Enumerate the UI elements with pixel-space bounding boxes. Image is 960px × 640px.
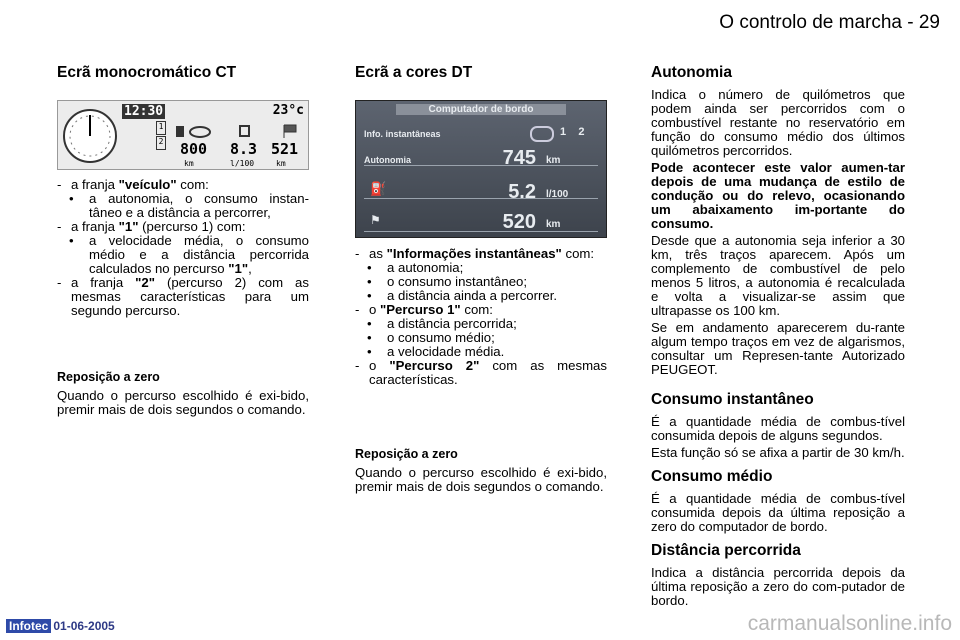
medio-p1: É a quantidade média de combus-tível consumida depois da última reposição a zero do computador de bordo. [651, 491, 905, 534]
list-item: • o consumo médio; [367, 330, 495, 345]
mono-reset-text: Quando o percurso escolhido é exi-bido, premir mais de dois segundos o comando. [57, 388, 309, 417]
autonomia-p3: Desde que a autonomia seja inferior a 30 km, três traços aparecem. Após um complemento de combustível de pelo menos 5 litros, a autonomia é recalculada e volta a visualizar-se assim que ultrapasse os 100 km. [651, 233, 905, 318]
mono-time: 12:30 [124, 104, 164, 119]
list-item: • a autonomia; [367, 260, 464, 275]
list-item: • a velocidade média, o consumo médio e a distância percorrida calculados no percurso "1", [69, 233, 309, 276]
mono-unit-3: km [276, 159, 286, 168]
mono-display-image [57, 100, 309, 170]
dt-unit-2: l/100 [546, 189, 569, 200]
mono-reset-heading: Reposição a zero [57, 370, 160, 384]
dist-p1: Indica a distância percorrida depois da última reposição a zero do com-putador de bordo. [651, 565, 905, 608]
list-item: - a franja "1" (percurso 1) com: [57, 219, 246, 234]
list-item: - o "Percurso 1" com: [355, 302, 493, 317]
list-item: • a velocidade média. [367, 344, 505, 359]
footer [6, 619, 115, 633]
mono-value-3: 521 [271, 140, 299, 158]
divider [364, 231, 598, 232]
dt-reset-text: Quando o percurso escolhido é exi-bido, premir mais de dois segundos o comando. [355, 465, 607, 494]
footer-date: 01-06-2005 [53, 619, 115, 633]
autonomia-p2: Pode acontecer este valor aumen-tar depois de uma mudança de estilo de condução ou do relevo, ocasionando um abaixamento im-portante do consumo. [651, 160, 905, 231]
infotec-logo: Infotec [6, 619, 51, 633]
fuel-pump-icon: ⛽ [370, 181, 387, 196]
vehicle-icons [174, 123, 304, 139]
dt-list [355, 247, 607, 387]
inst-p2: Esta função só se afixa a partir de 30 km/h. [651, 445, 905, 460]
dt-unit-1: km [546, 155, 561, 166]
list-item: - o "Percurso 2" com as mesmas características. [355, 358, 607, 387]
mono-tab-1: 1 [156, 121, 166, 135]
mono-reset [57, 370, 309, 417]
dt-heading: Ecrã a cores DT [355, 64, 473, 81]
dt-reset [355, 447, 607, 494]
mono-tabs [156, 121, 166, 151]
mono-value-1: 800 [180, 140, 208, 158]
autonomia-p1: Indica o número de quilómetros que podem ainda ser percorridos com o combustível restante no reservatório em função do consumo médio dos últimos quilómetros percorridos. [651, 87, 905, 158]
mono-heading: Ecrã monocromático CT [57, 64, 237, 81]
list-item: - as "Informações instantâneas" com: [355, 246, 595, 261]
dt-info-tabs: 1 2 [560, 126, 585, 138]
dt-unit-3: km [546, 219, 561, 230]
list-item: • a autonomia, o consumo instan-tâneo e a distância a percorrer, [69, 191, 309, 220]
dt-info-label: Info. instantâneas [364, 129, 441, 139]
list-item: • a distância ainda a percorrer. [367, 288, 558, 303]
watermark: carmanualsonline.info [747, 612, 952, 635]
divider [364, 165, 598, 166]
autonomia-p4: Se em andamento aparecerem du-rante algum tempo traços em vez de algarismos, consultar um Represen-tante Autorizado PEUGEOT. [651, 320, 905, 377]
list-item: - a franja "veículo" com: [57, 177, 209, 192]
dist-heading: Distância percorrida [651, 542, 801, 559]
clock-icon [61, 105, 119, 165]
mono-value-2: 8.3 [230, 140, 258, 158]
dt-reset-heading: Reposição a zero [355, 447, 458, 461]
mono-tab-2: 2 [156, 136, 166, 150]
mono-temp: 23°c [272, 103, 304, 118]
column-mono [57, 66, 309, 80]
dt-autonomia-label: Autonomia [364, 155, 411, 165]
dt-round-icon [530, 126, 554, 142]
medio-heading: Consumo médio [651, 468, 773, 485]
mono-unit-2: l/100 [230, 159, 255, 168]
list-item: - a franja "2" (percurso 2) com as mesmas características para um segundo percurso. [57, 275, 309, 318]
column-dt [355, 66, 607, 80]
dt-display-image [355, 100, 607, 238]
checkered-flag-icon: ⚑ [370, 213, 381, 227]
list-item: • o consumo instantâneo; [367, 274, 528, 289]
dt-value-1: 745 [502, 147, 536, 169]
dt-value-3: 520 [502, 211, 536, 233]
inst-p1: É a quantidade média de combus-tível consumida depois de alguns segundos. [651, 414, 905, 443]
autonomia-heading: Autonomia [651, 64, 732, 81]
list-item: • a distância percorrida; [367, 316, 517, 331]
inst-heading: Consumo instantâneo [651, 391, 814, 408]
mono-unit-1: km [184, 159, 194, 168]
column-definitions [651, 66, 905, 608]
dt-title: Computador de bordo [396, 104, 566, 115]
page-header: O controlo de marcha - 29 [719, 12, 940, 33]
mono-list [57, 178, 309, 318]
dt-value-2: 5.2 [508, 181, 536, 203]
